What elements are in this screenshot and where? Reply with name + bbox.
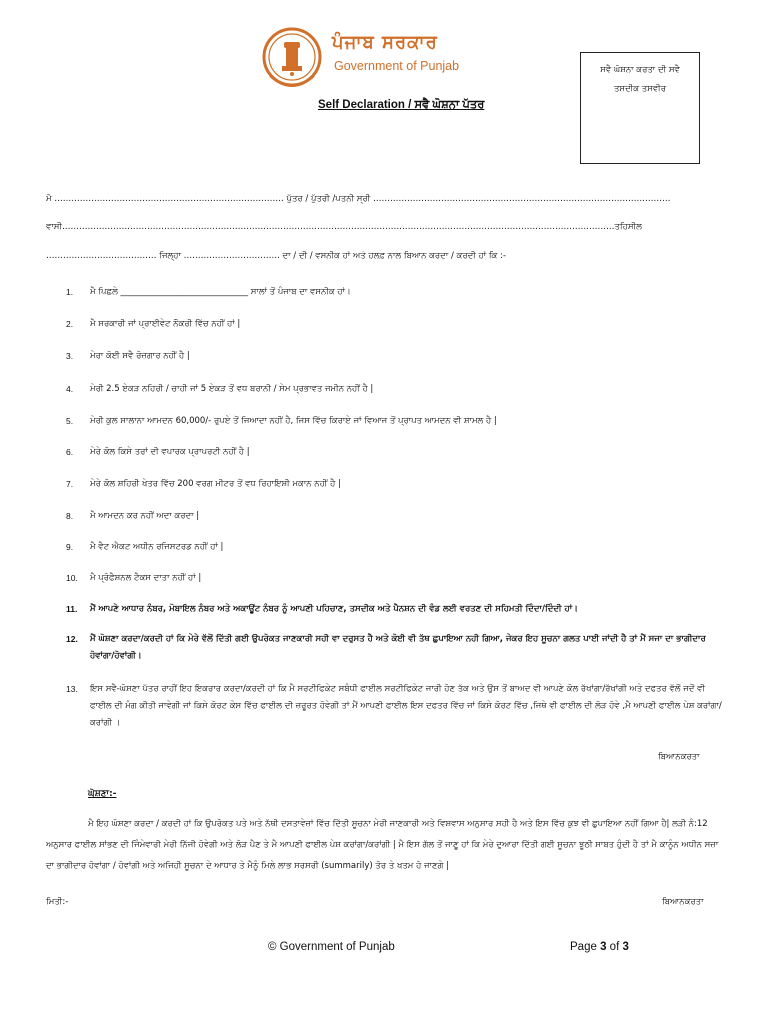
page-total: 3: [622, 941, 629, 953]
item-number: 11.: [66, 604, 78, 614]
item-text: ਮੈ ਆਮਦਨ ਕਰ ਨਹੀਂ ਅਦਾ ਕਰਦਾ |: [90, 511, 200, 521]
warning-body: ਮੈ ਇਹ ਘੋਸ਼ਣਾ ਕਰਦਾ / ਕਰਦੀ ਹਾਂ ਕਿ ਉਪਰੋਕਤ ਪਤੇ ਅਤੇ ਨੱਥੀ ਦਸਤਾਵੇਜ਼ਾਂ ਵਿੱਚ ਦਿੱਤੀ ਸੂਚਨਾ ਮੇਰੀ ਜਾਣਕਾਰੀ ਅਤੇ ਵਿਸ਼ਵਾਸ ਅਨੁਸਾਰ ਸਹੀ ਹੈ ਅਤੇ ਇਸ ਵਿੱਚ ਕੁਝ ਵੀ ਛੁਪਾਇਆ ਨਹੀਂ ਗਿਆ ਹੈ| ਲੜੀ ਨੰ:12 ਅਨੁਸਾਰ ਫਾਈਲ ਸਾਂਭਣ ਦੀ ਜਿੰਮੇਵਾਰੀ ਮੇਰੀ ਨਿੱਜੀ ਹੋਵੇਗੀ ਅਤੇ ਲੋੜ ਪੈਣ ਤੇ ਮੈ ਆਪਣੀ ਫਾਈਲ ਪੇਸ਼ ਕਰਾਂਗਾ/ਕਰਾਂਗੀ | ਮੈ ਇਸ ਗੱਲ ਤੋਂ ਜਾਣੂ ਹਾਂ ਕਿ ਮੇਰੇ ਦੁਆਰਾ ਦਿੱਤੀ ਗਈ ਸੂਚਨਾ ਝੂਠੀ ਸਾਬਤ ਹੁੰਦੀ ਹੈ ਤਾਂ ਮੈ ਕਾਨੂੰਨ ਅਧੀਨ ਸਜ਼ਾ ਦਾ ਭਾਗੀਦਾਰ ਹੋਵਾਂਗਾ / ਹੋਵਾਂਗੀ ਅਤੇ ਅਜਿਹੀ ਸੂਚਨਾ ਦੇ ਆਧਾਰ ਤੇ ਮੈਨੂੰ ਮਿਲੇ ਲਾਭ ਸਰਸਰੀ (summarily) ਤੋਰ ਤੇ ਖਤਮ ਹੋ ਜਾਣਗੇ |: [46, 819, 719, 871]
item-text: ਮੈ ਪਿਛਲੇ ______________________________ ਸਾਲਾਂ ਤੋਂ ਪੰਜਾਬ ਦਾ ਵਸਨੀਕ ਹਾਂ।: [90, 287, 351, 297]
item-number: 1.: [66, 287, 74, 297]
signature-label: ਬਿਆਨਕਰਤਾ: [658, 752, 700, 762]
item-number: 13.: [66, 684, 78, 694]
item-text: ਮੈਂ ਆਪਣੇ ਆਧਾਰ ਨੰਬਰ, ਮੋਬਾਇਲ ਨੰਬਰ ਅਤੇ ਅਕਾਊਂਟ ਨੰਬਰ ਨੂੰ ਆਪਣੀ ਪਹਿਚਾਣ, ਤਸਦੀਕ ਅਤੇ ਪੈਨਸ਼ਨ ਦੀ ਵੰਡ ਲਈ ਵਰਤਣ ਦੀ ਸਹਿਮਤੀ ਦਿੰਦਾ/ਦਿੰਦੀ ਹਾਂ।: [90, 604, 578, 614]
item-number: 10.: [66, 573, 78, 583]
item-text: ਮੇਰੀ ਕੁਲ ਸਾਲਾਨਾ ਆਮਦਨ 60,000/- ਰੁਪਏ ਤੋਂ ਜਿਆਦਾ ਨਹੀਂ ਹੈ, ਜਿਸ ਵਿੱਚ ਕਿਰਾਏ ਜਾਂ ਵਿਆਜ ਤੋਂ ਪ੍ਰਾਪਤ ਆਮਦਨ ਵੀ ਸ਼ਾਮਲ ਹੈ |: [90, 416, 497, 426]
item-number: 5.: [66, 416, 74, 426]
item-text: ਇਸ ਸਵੈ-ਘੋਸ਼ਣਾ ਪੱਤਰ ਰਾਹੀਂ ਇਹ ਇਕਰਾਰ ਕਰਦਾ/ਕਰਦੀ ਹਾਂ ਕਿ ਮੈ ਸਰਟੀਫਿਕੇਟ ਸਬੰਧੀ ਫਾਈਲ ਸਰਟੀਫਿਕੇਟ ਜਾਰੀ ਹੋਣ ਤੱਕ ਅਤੇ ਉਸ ਤੋਂ ਬਾਅਦ ਵੀ ਆਪਣੇ ਕੋਲ ਰੱਖਾਂਗਾ/ਰੱਖਾਂਗੀ ਅਤੇ ਦਫਤਰ ਵੱਲੋਂ ਜਦੋਂ ਵੀ ਫਾਈਲ ਦੀ ਮੰਗ ਕੀਤੀ ਜਾਵੇਗੀ ਜਾਂ ਕਿਸੇ ਕੋਰਟ ਕੇਸ ਵਿੱਚ ਫਾਈਲ ਦੀ ਜ਼ਰੂਰਤ ਹੋਵੇਗੀ ਤਾਂ ਮੈਂ ਆਪਣੀ ਫਾਈਲ ਇਸ ਦਫਤਰ ਵਿੱਚ ਜਾਂ ਕਿਸੇ ਕੋਰਟ ਵਿੱਚ ,ਜਿਥੇ ਵੀ ਫਾਈਲ ਦੀ ਲੋੜ ਹੋਵੇ ,ਮੈ ਆਪਣੀ ਫਾਈਲ ਪੇਸ਼ ਕਰਾਂਗਾ/ਕਰਾਂਗੀ ।: [90, 684, 722, 728]
photo-box-label-line1: ਸਵੈ ਘੋਸ਼ਨਾ ਕਰਤਾ ਦੀ ਸਵੈ: [600, 65, 680, 75]
page-current: 3: [600, 941, 607, 953]
item-number: 9.: [66, 542, 74, 552]
document-title: Self Declaration / ਸਵੈ ਘੋਸ਼ਨਾ ਪੱਤਰ: [318, 99, 485, 111]
item-text: ਮੈਂ ਘੋਸ਼ਣਾ ਕਰਦਾ/ਕਰਦੀ ਹਾਂ ਕਿ ਮੇਰੇ ਵੱਲੋਂ ਦਿੱਤੀ ਗਈ ਉਪਰੋਕਤ ਜਾਣਕਾਰੀ ਸਹੀ ਵਾ ਦਰੁਸਤ ਹੈ ਅਤੇ ਕੋਈ ਵੀ ਤੱਥ ਛੁਪਾਇਆ ਨਹੀ ਗਿਆ, ਜੇਕਰ ਇਹ ਸੂਚਨਾ ਗਲਤ ਪਾਈ ਜਾਂਦੀ ਹੈ ਤਾਂ ਮੈਂ ਸਜਾ ਦਾ ਭਾਗੀਦਾਰ ਹੋਵਾਂਗਾ/ਹੋਵਾਂਗੀ।: [90, 634, 706, 661]
warning-heading: ਘੋਸ਼ਣਾ:-: [88, 789, 117, 799]
item-number: 8.: [66, 511, 74, 521]
item-number: 4.: [66, 384, 74, 394]
declarant-district-line: ………………………………… ਜਿਲ੍ਹਾ ……………………………. ਦਾ / ਦੀ / ਵਸਨੀਕ ਹਾਂ ਅਤੇ ਹਲਫ਼ ਨਾਲ ਬਿਆਨ ਕਰਦਾ / ਕਰਦੀ ਹਾਂ ਕਿ :-: [46, 251, 506, 261]
declarant-address-line: ਵਾਸੀ……………………………………………………………………………………………………………………………………………………………………………ਤਹਿਸੀਲ: [46, 222, 642, 232]
page-of: of: [609, 941, 620, 953]
item-text: ਮੇਰੇ ਕੋਲ ਕਿਸੇ ਤਰਾਂ ਦੀ ਵਪਾਰਕ ਪ੍ਰਾਪਰਟੀ ਨਹੀਂ ਹੈ |: [90, 447, 250, 457]
item-text: ਮੈ ਸਰਕਾਰੀ ਜਾਂ ਪ੍ਰਾਈਵੇਟ ਨੌਕਰੀ ਵਿੱਚ ਨਹੀਂ ਹਾਂ |: [90, 319, 241, 329]
item-text: ਮੇਰੀ 2.5 ਏਕੜ ਨਹਿਰੀ / ਚਾਹੀ ਜਾਂ 5 ਏਕੜ ਤੋਂ ਵਧ ਬਰਾਨੀ / ਸੇਮ ਪ੍ਰਭਾਵਤ ਜਮੀਨ ਨਹੀਂ ਹੈ |: [90, 384, 374, 394]
item-number: 3.: [66, 351, 74, 361]
page-prefix: Page: [570, 941, 597, 953]
signature-label: ਬਿਆਨਕਰਤਾ: [662, 897, 704, 907]
government-emblem: [262, 26, 322, 92]
item-number: 6.: [66, 447, 74, 457]
item-text: ਮੇਰਾ ਕੋਈ ਸਵੈ ਰੋਜ਼ਗਾਰ ਨਹੀਂ ਹੈ |: [90, 351, 190, 361]
page-number: [570, 941, 629, 953]
logo-punjabi-text: ਪੰਜਾਬ ਸਰਕਾਰ: [332, 32, 438, 53]
logo-english-text: Government of Punjab: [334, 59, 460, 73]
footer-copyright: © Government of Punjab: [268, 941, 395, 953]
item-text: ਮੈ ਵੈਟ ਐਕਟ ਅਧੀਨ ਰਜਿਸਟਰਡ ਨਹੀਂ ਹਾਂ |: [90, 542, 224, 552]
item-number: 7.: [66, 479, 74, 489]
photo-box-label-line2: ਤਸਦੀਕ ਤਸਵੀਰ: [613, 84, 667, 94]
item-text: ਮੇਰੇ ਕੋਲ ਸ਼ਹਿਰੀ ਖੇਤਰ ਵਿੱਚ 200 ਵਰਗ ਮੀਟਰ ਤੋਂ ਵਧ ਰਿਹਾਇਸ਼ੀ ਮਕਾਨ ਨਹੀਂ ਹੈ |: [90, 479, 341, 489]
photo-box: [580, 52, 700, 164]
declarant-name-line: ਮੈ ……………………………………………………………………… ਪੁੱਤਰ / ਪੁੱਤਰੀ /ਪਤਨੀ ਸ੍ਰੀ ……………………………………………………………………………………………: [46, 194, 671, 204]
date-label: ਮਿਤੀ:-: [46, 897, 69, 907]
item-number: 12.: [66, 634, 78, 644]
item-text: ਮੈ ਪ੍ਰੋਫੈਸ਼ਨਲ ਟੈਕਸ ਦਾਤਾ ਨਹੀਂ ਹਾਂ |: [90, 573, 202, 583]
item-number: 2.: [66, 319, 74, 329]
